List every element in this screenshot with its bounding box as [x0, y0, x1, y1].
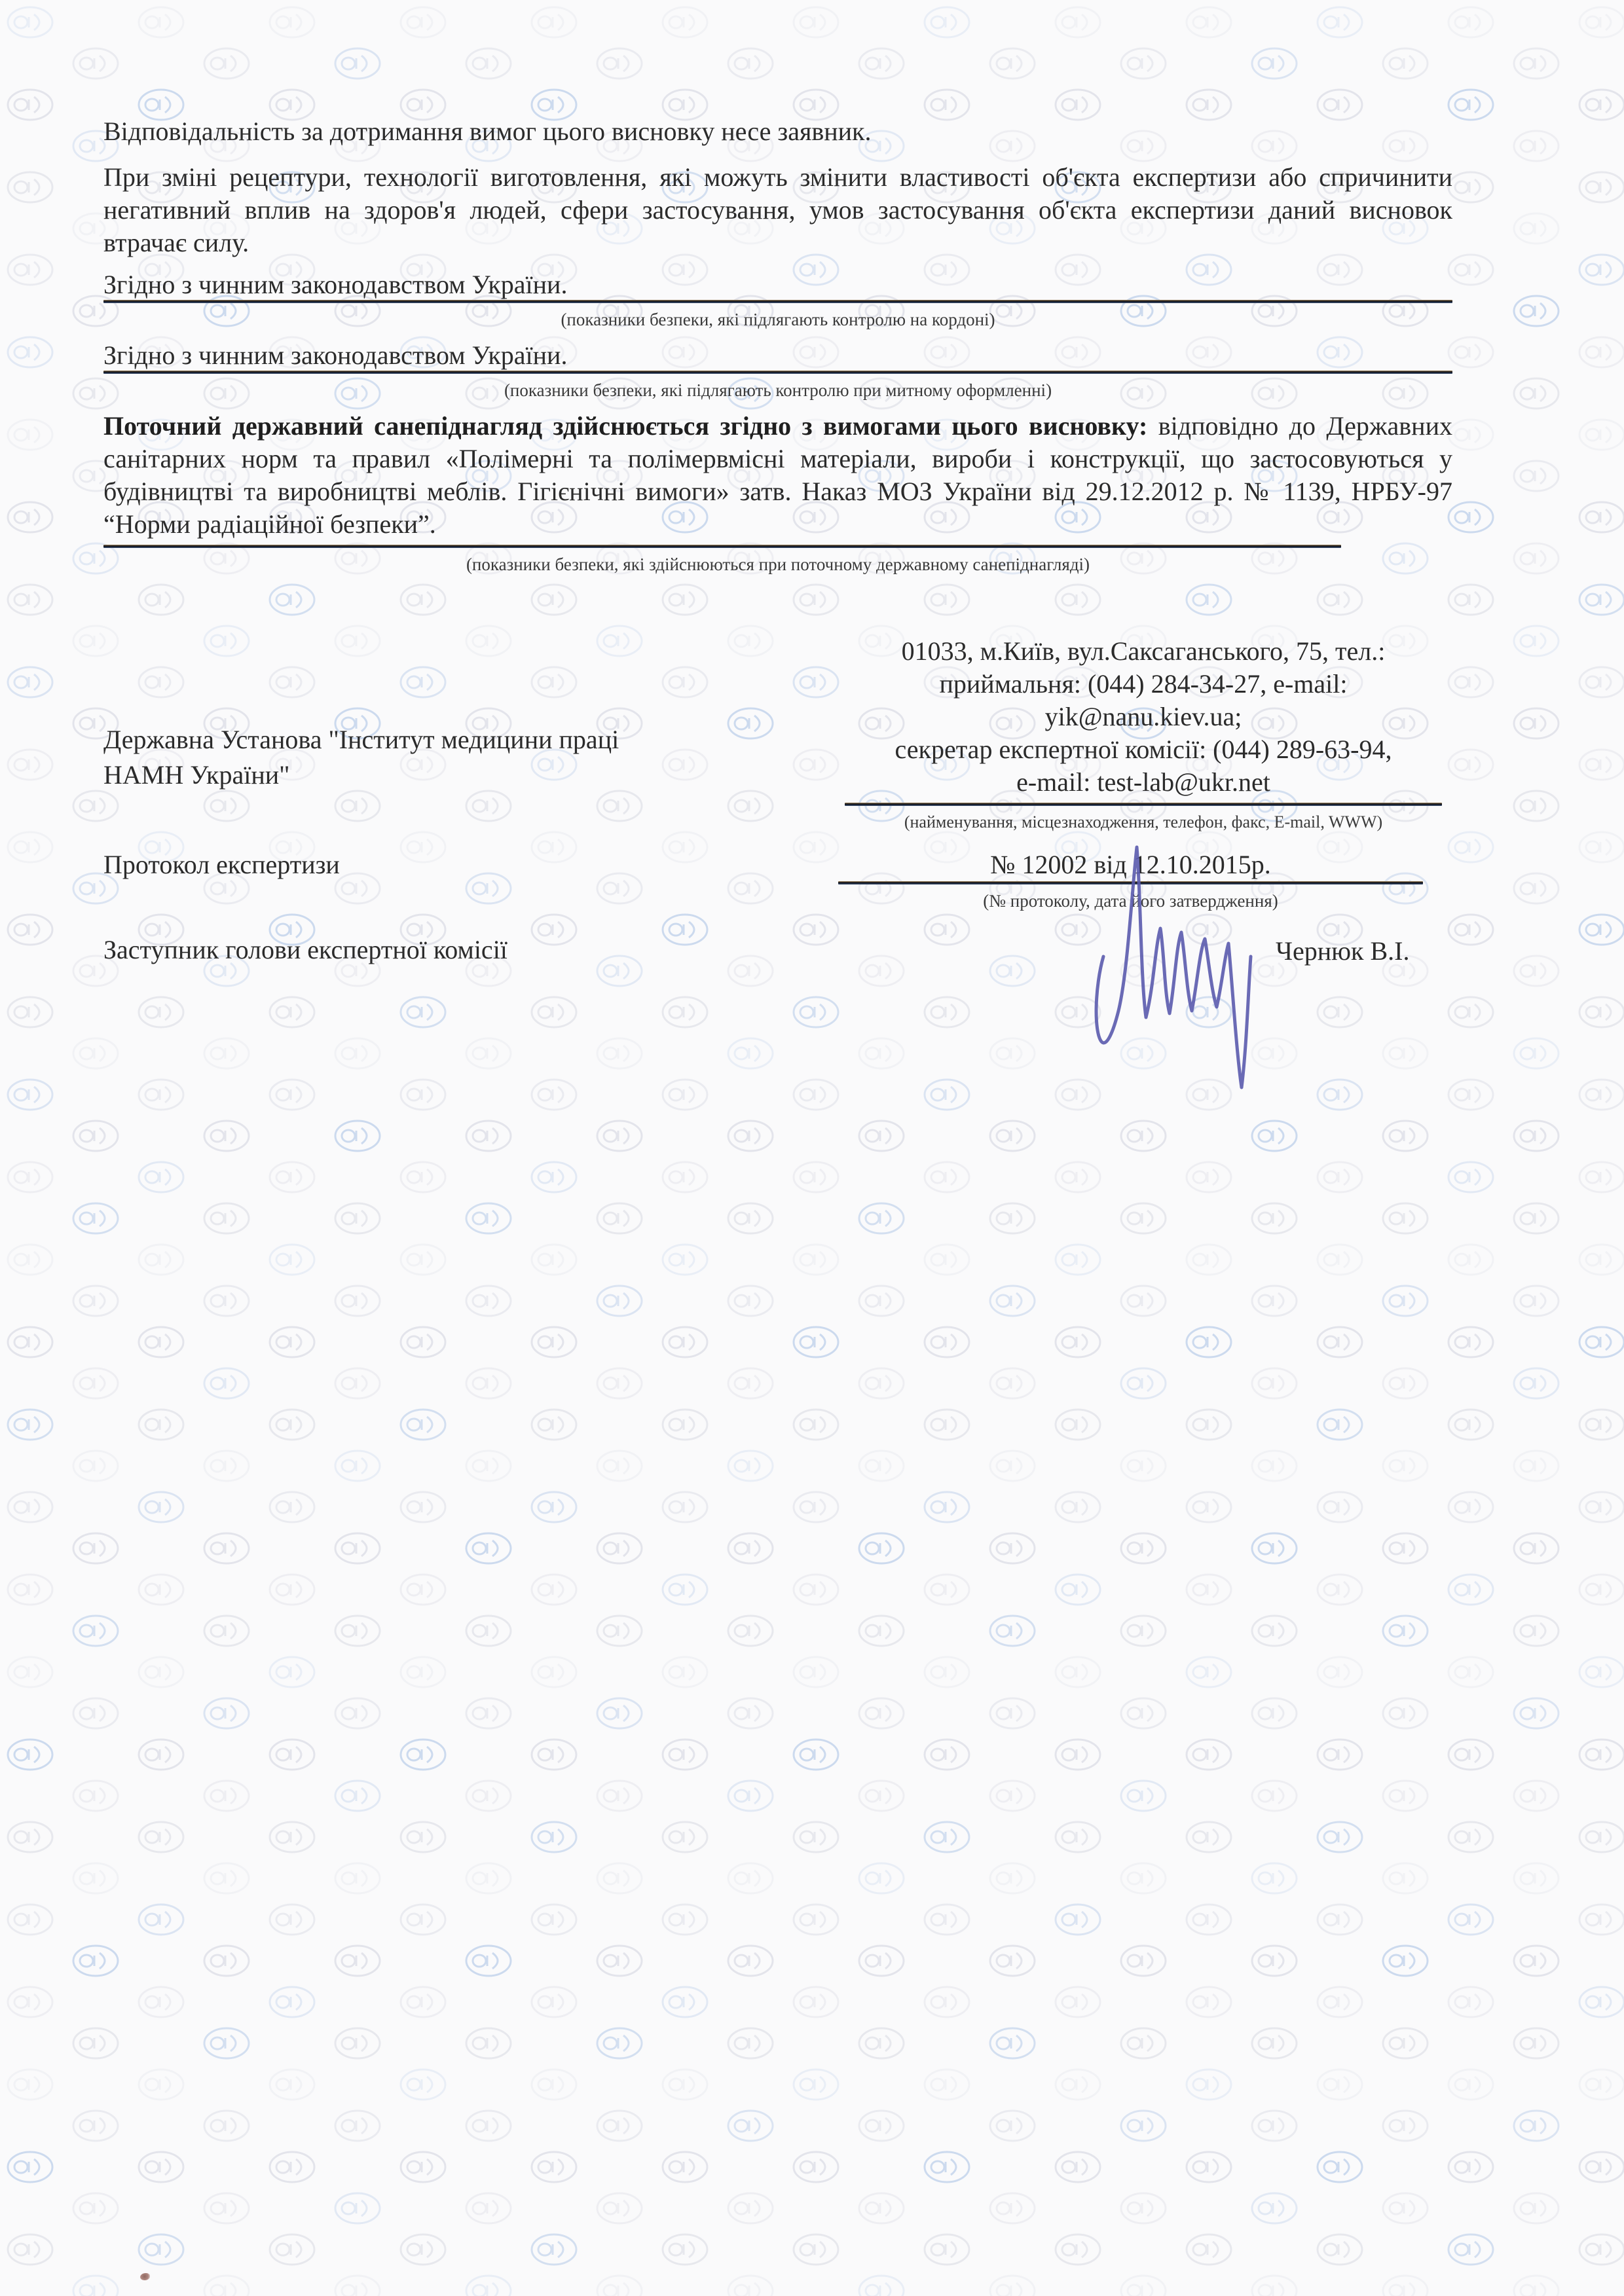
- watermark-emblem: [1511, 705, 1561, 742]
- watermark-emblem: [1511, 1530, 1561, 1567]
- watermark-emblem: [5, 1654, 55, 1690]
- watermark-emblem: [1577, 416, 1624, 453]
- watermark-emblem: [1577, 1241, 1624, 1278]
- watermark-emblem: [1577, 2231, 1624, 2268]
- watermark-emblem: [1446, 1076, 1496, 1113]
- watermark-emblem: [1511, 870, 1561, 907]
- watermark-emblem: [1446, 2149, 1496, 2185]
- watermark-emblem: [1577, 1736, 1624, 1773]
- protocol-caption: (№ протоколу, дата його затвердження): [983, 891, 1278, 911]
- watermark-emblem: [1511, 375, 1561, 412]
- org-address-line: 01033, м.Київ, вул.Саксаганського, 75, тел.:: [901, 636, 1386, 666]
- watermark-emblem: [1511, 1613, 1561, 1649]
- watermark-emblem: [1577, 1489, 1624, 1525]
- watermark-emblem: [1511, 458, 1561, 494]
- watermark-emblem: [5, 1406, 55, 1443]
- watermark-emblem: [1446, 1984, 1496, 2020]
- watermark-emblem: [1446, 416, 1496, 453]
- signature-ink: [1067, 816, 1264, 1097]
- field-border-control-value: Згідно з чинним законодавством України.: [103, 270, 568, 299]
- watermark-emblem: [1511, 1035, 1561, 1072]
- watermark-emblem: [1577, 1324, 1624, 1360]
- watermark-emblem: [1446, 829, 1496, 866]
- watermark-emblem: [1446, 1654, 1496, 1690]
- protocol-label: Протокол експертизи: [103, 850, 340, 879]
- watermark-emblem: [1577, 829, 1624, 866]
- watermark-emblem: [5, 1819, 55, 1855]
- watermark-emblem: [1511, 953, 1561, 989]
- protocol-value: № 12002 від 12.10.2015р.: [990, 850, 1271, 879]
- watermark-emblem: [1577, 2149, 1624, 2185]
- watermark-emblem: [1577, 994, 1624, 1030]
- watermark-emblem: [1577, 169, 1624, 206]
- watermark-emblem: [1511, 1365, 1561, 1402]
- field-customs-control-value: Згідно з чинним законодавством України.: [103, 340, 568, 370]
- watermark-emblem: [1577, 251, 1624, 288]
- watermark-emblem: [1446, 1159, 1496, 1195]
- watermark-emblem: [1446, 4, 1496, 41]
- paragraph-current-supervision: [103, 410, 1452, 575]
- watermark-emblem: [5, 169, 55, 206]
- watermark-emblem: [1446, 746, 1496, 783]
- watermark-emblem: [5, 2149, 55, 2185]
- watermark-emblem: [1446, 251, 1496, 288]
- watermark-emblem: [1577, 499, 1624, 536]
- watermark-emblem: [5, 1984, 55, 2020]
- watermark-emblem: [1577, 911, 1624, 948]
- watermark-emblem: [1511, 1695, 1561, 1732]
- watermark-emblem: [5, 86, 55, 123]
- watermark-emblem: [1446, 499, 1496, 536]
- supervision-caption: (показники безпеки, які здійснюються при поточному державному санепіднагляді): [466, 555, 1090, 574]
- watermark-emblem: [1511, 1448, 1561, 1484]
- paragraph-responsibility: Відповідальність за дотримання вимог цього висновку несе заявник.: [103, 117, 872, 146]
- watermark-emblem: [1446, 1406, 1496, 1443]
- watermark-emblem: [1577, 86, 1624, 123]
- field-border-control-rule: [103, 300, 1452, 303]
- watermark-emblem: [1577, 1406, 1624, 1443]
- watermark-emblem: [1511, 540, 1561, 577]
- watermark-emblem: [5, 829, 55, 866]
- watermark-emblem: [1446, 581, 1496, 618]
- watermark-emblem: [5, 1241, 55, 1278]
- watermark-emblem: [1511, 45, 1561, 82]
- supervision-lead-bold: Поточний державний санепіднагляд здійснюється згідно з вимогами цього висновку:: [103, 411, 1148, 441]
- org-caption: (найменування, місцезнаходження, телефон, факс, E-mail, WWW): [904, 812, 1383, 831]
- org-address-line: приймальня: (044) 284-34-27, e-mail:: [939, 669, 1348, 699]
- watermark-emblem: [1577, 1571, 1624, 1608]
- field-border-control-caption: (показники безпеки, які підлягають контролю на кордоні): [561, 310, 995, 329]
- watermark-emblem: [1577, 4, 1624, 41]
- watermark-emblem: [1577, 1076, 1624, 1113]
- watermark-emblem: [1511, 1118, 1561, 1154]
- field-customs-control-caption: (показники безпеки, які підлягають контролю при митному оформленні): [504, 380, 1052, 400]
- watermark-emblem: [1577, 1819, 1624, 1855]
- watermark-emblem: [1511, 2107, 1561, 2144]
- org-name: Державна Установа "Інститут медицини праці НАМН України": [103, 725, 619, 790]
- watermark-emblem: [1577, 664, 1624, 701]
- watermark-emblem: [5, 1489, 55, 1525]
- watermark-emblem: [1577, 581, 1624, 618]
- org-address-line: yik@nanu.kiev.ua;: [1044, 702, 1242, 731]
- watermark-emblem: [5, 4, 55, 41]
- watermark-emblem: [1511, 293, 1561, 329]
- watermark-emblem: [1446, 86, 1496, 123]
- watermark-emblem: [1446, 1324, 1496, 1360]
- watermark-emblem: [1577, 1901, 1624, 1938]
- watermark-emblem: [5, 1736, 55, 1773]
- watermark-emblem: [1577, 2066, 1624, 2103]
- watermark-emblem: [5, 334, 55, 371]
- watermark-emblem: [1511, 210, 1561, 247]
- document-content: [103, 0, 1452, 2296]
- watermark-emblem: [5, 2066, 55, 2103]
- field-customs-control: [103, 340, 1452, 401]
- watermark-emblem: [1446, 2231, 1496, 2268]
- org-address-line: e-mail: test-lab@ukr.net: [1016, 767, 1270, 797]
- field-border-control: [103, 270, 1452, 330]
- watermark-emblem: [1511, 1777, 1561, 1814]
- org-rule: [845, 803, 1442, 806]
- watermark-emblem: [1577, 334, 1624, 371]
- org-address-line: секретар експертної комісії: (044) 289-63-94,: [895, 735, 1392, 764]
- signatory-name: Чернюк В.І.: [1276, 936, 1410, 966]
- watermark-emblem: [5, 2231, 55, 2268]
- watermark-emblem: [1511, 1860, 1561, 1897]
- watermark-emblem: [1446, 1489, 1496, 1525]
- watermark-emblem: [1511, 2190, 1561, 2227]
- supervision-text: відповідно до Державних санітарних норм та правил «Полімерні та полімервмісні матеріали, вироби і конструкції, що застосовуються у будівництві та виробництві меблів. Гігієнічні вимоги» затв. Наказ МОЗ України від 29.12.2012 р. № 1139, НРБУ-97 “Норми радіаційної безпеки”.: [103, 411, 1452, 539]
- watermark-emblem: [1446, 1901, 1496, 1938]
- watermark-emblem: [1577, 1984, 1624, 2020]
- watermark-emblem: [1446, 1736, 1496, 1773]
- watermark-emblem: [1446, 169, 1496, 206]
- watermark-emblem: [1511, 128, 1561, 164]
- watermark-emblem: [1446, 2066, 1496, 2103]
- watermark-emblem: [1577, 746, 1624, 783]
- watermark-emblem: [1511, 1200, 1561, 1237]
- watermark-emblem: [1577, 1654, 1624, 1690]
- watermark-emblem: [1511, 1283, 1561, 1319]
- watermark-emblem: [1511, 1942, 1561, 1979]
- watermark-emblem: [1446, 911, 1496, 948]
- watermark-emblem: [1446, 994, 1496, 1030]
- watermark-emblem: [5, 664, 55, 701]
- watermark-emblem: [1446, 664, 1496, 701]
- watermark-emblem: [1446, 334, 1496, 371]
- watermark-emblem: [5, 1159, 55, 1195]
- watermark-emblem: [5, 1571, 55, 1608]
- watermark-emblem: [5, 581, 55, 618]
- watermark-emblem: [5, 1076, 55, 1113]
- watermark-emblem: [1446, 1241, 1496, 1278]
- watermark-emblem: [1446, 1819, 1496, 1855]
- supervision-rule: [103, 545, 1341, 548]
- watermark-emblem: [1511, 2272, 1561, 2296]
- field-customs-control-rule: [103, 371, 1452, 374]
- ink-speck: [140, 2273, 150, 2280]
- watermark-emblem: [5, 746, 55, 783]
- signatory-label: Заступник голови експертної комісії: [103, 935, 507, 964]
- watermark-emblem: [1511, 623, 1561, 659]
- watermark-emblem: [5, 1901, 55, 1938]
- watermark-emblem: [5, 499, 55, 536]
- watermark-emblem: [1511, 788, 1561, 824]
- paragraph-recipe-change: При зміні рецептури, технології виготовлення, які можуть змінити властивості об'єкта експертизи або спричинити негативний вплив на здоров'я людей, сфери застосування, умов застосування об'єкта експертизи даний висновок втрачає силу.: [103, 162, 1452, 257]
- watermark-emblem: [5, 416, 55, 453]
- watermark-emblem: [1446, 1571, 1496, 1608]
- watermark-emblem: [5, 994, 55, 1030]
- watermark-emblem: [5, 1324, 55, 1360]
- watermark-emblem: [5, 911, 55, 948]
- watermark-emblem: [1511, 2025, 1561, 2062]
- watermark-emblem: [5, 251, 55, 288]
- org-address-block: [845, 635, 1442, 833]
- watermark-emblem: [1577, 1159, 1624, 1195]
